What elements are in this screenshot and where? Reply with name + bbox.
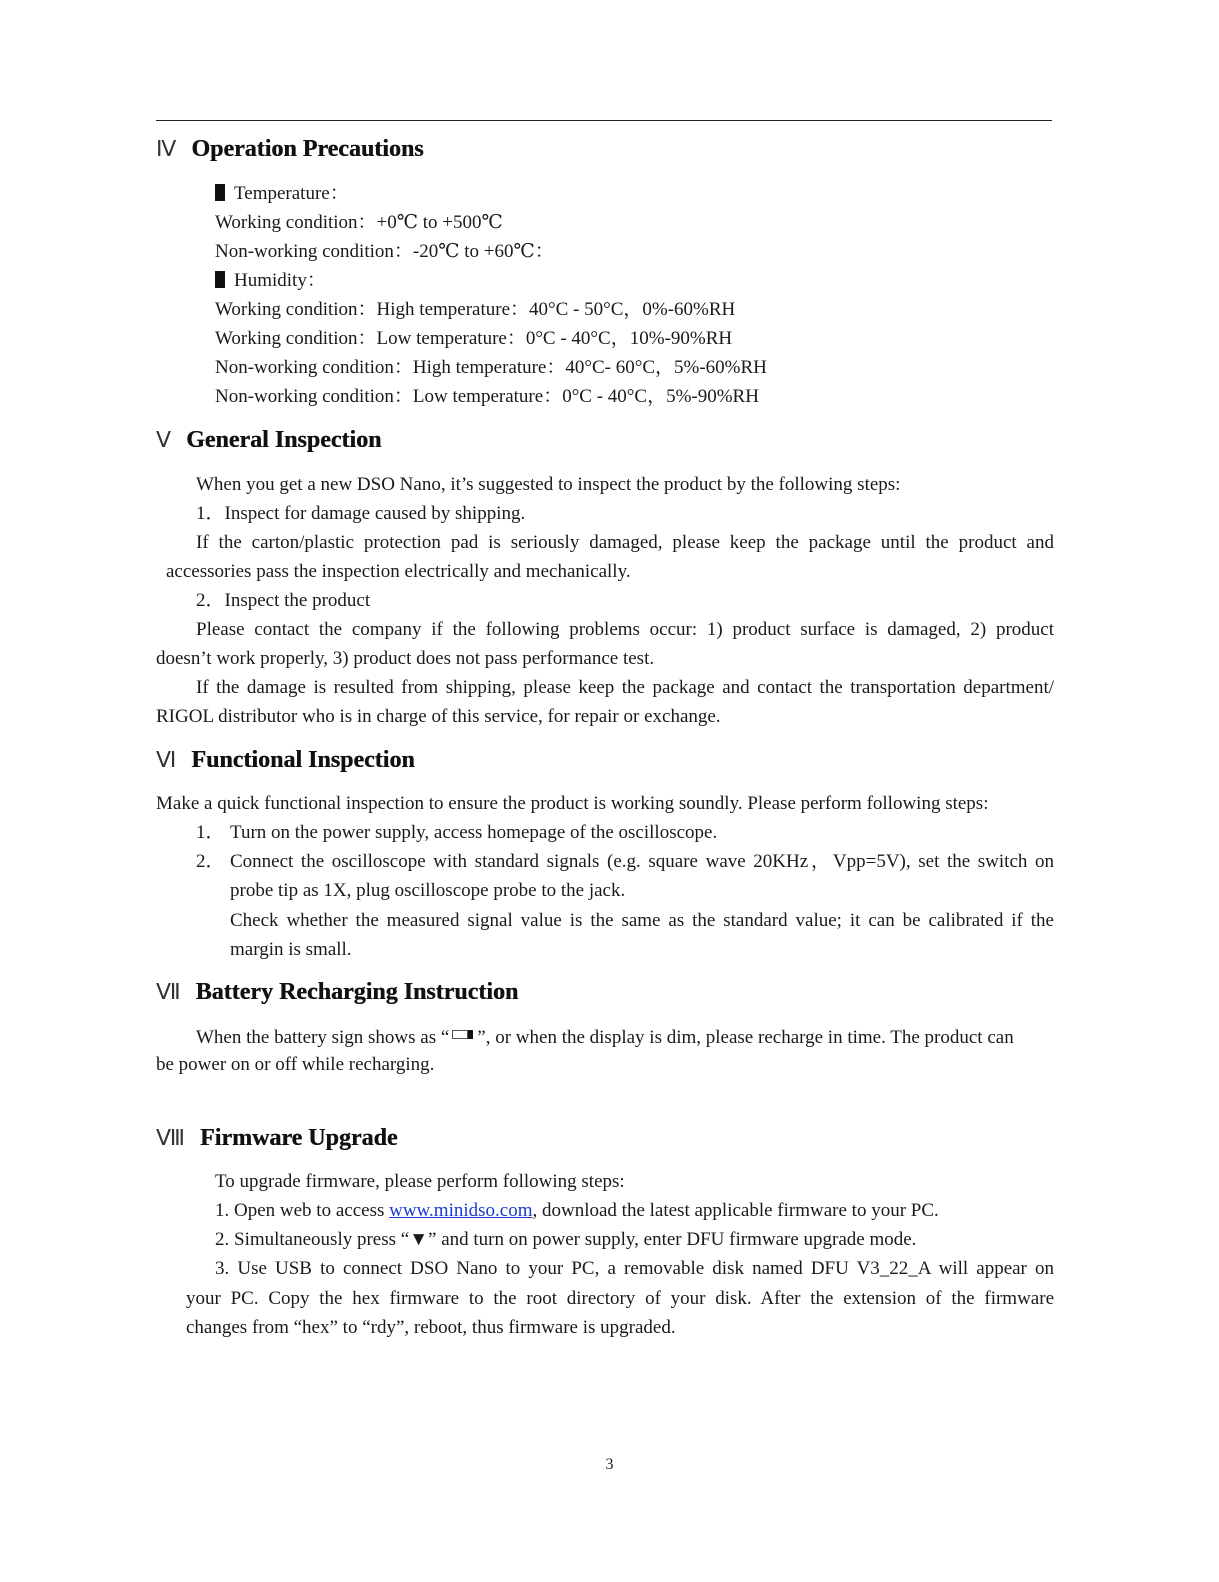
temp-working-condition: Working condition：+0℃ to +500℃ — [215, 212, 503, 233]
firmware-step-3-line-2: your PC. Copy the hex firmware to the root directory of your disk. After the extension of the firmware — [186, 1288, 1054, 1309]
section-title: Operation Precautions — [191, 136, 424, 162]
humidity-working-low: Working condition：Low temperature：0°C - 40°C，10%-90%RH — [215, 328, 733, 349]
battery-paragraph-line-2: be power on or off while recharging. — [156, 1054, 435, 1075]
battery-low-icon — [452, 1028, 474, 1039]
temp-nonworking-condition: Non-working condition：-20℃ to +60℃： — [215, 241, 554, 262]
minidso-website-link[interactable]: www.minidso.com — [389, 1200, 533, 1221]
firmware-step-3-line-1: 3. Use USB to connect DSO Nano to your PC, a removable disk named DFU V3_22_A will appear on — [215, 1258, 1054, 1279]
functional-inspection-intro: Make a quick functional inspection to ensure the product is working soundly. Please perform following steps: — [156, 793, 989, 814]
carton-paragraph-line-2: accessories pass the inspection electrically and mechanically. — [166, 561, 631, 582]
page-number: 3 — [605, 1456, 614, 1473]
inspection-step-1: 1．Inspect for damage caused by shipping. — [196, 503, 526, 524]
functional-item-2-line-3: Check whether the measured signal value is the same as the standard value; it can be calibrated if the — [230, 910, 1054, 931]
contact-paragraph-line-1: Please contact the company if the following problems occur: 1) product surface is damaged, 2) product — [196, 619, 1054, 640]
temperature-label: Temperature： — [234, 183, 349, 204]
humidity-working-high: Working condition：High temperature：40°C - 50°C，0%-60%RH — [215, 299, 736, 320]
section-numeral: Ⅴ — [156, 428, 173, 453]
humidity-nonworking-high: Non-working condition：High temperature：40°C- 60°C，5%-60%RH — [215, 357, 767, 378]
humidity-nonworking-low: Non-working condition：Low temperature：0°C - 40°C，5%-90%RH — [215, 386, 759, 407]
section-heading-operation-precautions — [156, 136, 424, 163]
section-heading-general-inspection — [156, 427, 381, 454]
battery-text-before: When the battery sign shows as “ ”, or when the display is dim, please recharge in time. The product can — [196, 1027, 1014, 1048]
functional-item-2-line-4: margin is small. — [230, 939, 352, 960]
shipping-paragraph-line-1: If the damage is resulted from shipping, please keep the package and contact the transportation department/ — [196, 677, 1054, 698]
carton-paragraph-line-1: If the carton/plastic protection pad is seriously damaged, please keep the package until the product and — [196, 532, 1054, 553]
functional-item-1: Turn on the power supply, access homepage of the oscilloscope. — [230, 822, 718, 843]
header-rule — [156, 120, 1052, 121]
section-numeral: Ⅷ — [156, 1126, 186, 1151]
functional-item-2-line-2: probe tip as 1X, plug oscilloscope probe to the jack. — [230, 880, 626, 901]
square-bullet-icon — [215, 184, 225, 201]
shipping-paragraph-line-2: RIGOL distributor who is in charge of this service, for repair or exchange. — [156, 706, 721, 727]
section-title: General Inspection — [186, 427, 382, 453]
section-heading-functional-inspection — [156, 747, 415, 774]
section-numeral: Ⅶ — [156, 980, 182, 1005]
functional-item-2-number: 2． — [196, 851, 225, 872]
section-title: Functional Inspection — [191, 747, 415, 773]
firmware-step-1: 1. Open web to access www.minidso.com, download the latest applicable firmware to your PC. — [215, 1200, 939, 1221]
section-heading-firmware-upgrade — [156, 1125, 398, 1152]
firmware-step-2: 2. Simultaneously press “▼” and turn on power supply, enter DFU firmware upgrade mode. — [215, 1229, 917, 1250]
contact-paragraph-line-2: doesn’t work properly, 3) product does not pass performance test. — [156, 648, 655, 669]
section-title: Battery Recharging Instruction — [195, 979, 519, 1005]
inspection-step-2: 2．Inspect the product — [196, 590, 371, 611]
humidity-label: Humidity： — [234, 270, 326, 291]
square-bullet-icon — [215, 271, 225, 288]
humidity-label-row — [215, 269, 326, 293]
functional-item-1-number: 1． — [196, 822, 225, 843]
section-numeral: Ⅳ — [156, 137, 178, 162]
section-numeral: Ⅵ — [156, 748, 178, 773]
battery-paragraph-line-1 — [196, 1026, 1054, 1050]
firmware-step-3-line-3: changes from “hex” to “rdy”, reboot, thus firmware is upgraded. — [186, 1317, 676, 1338]
temperature-label-row — [215, 182, 349, 206]
section-heading-battery-recharging — [156, 979, 518, 1006]
firmware-intro: To upgrade firmware, please perform following steps: — [215, 1171, 625, 1192]
functional-item-2-line-1: Connect the oscilloscope with standard signals (e.g. square wave 20KHz，Vpp=5V), set the switch on — [230, 851, 1054, 872]
general-inspection-intro: When you get a new DSO Nano, it’s suggested to inspect the product by the following steps: — [196, 474, 901, 495]
section-title: Firmware Upgrade — [199, 1125, 398, 1151]
